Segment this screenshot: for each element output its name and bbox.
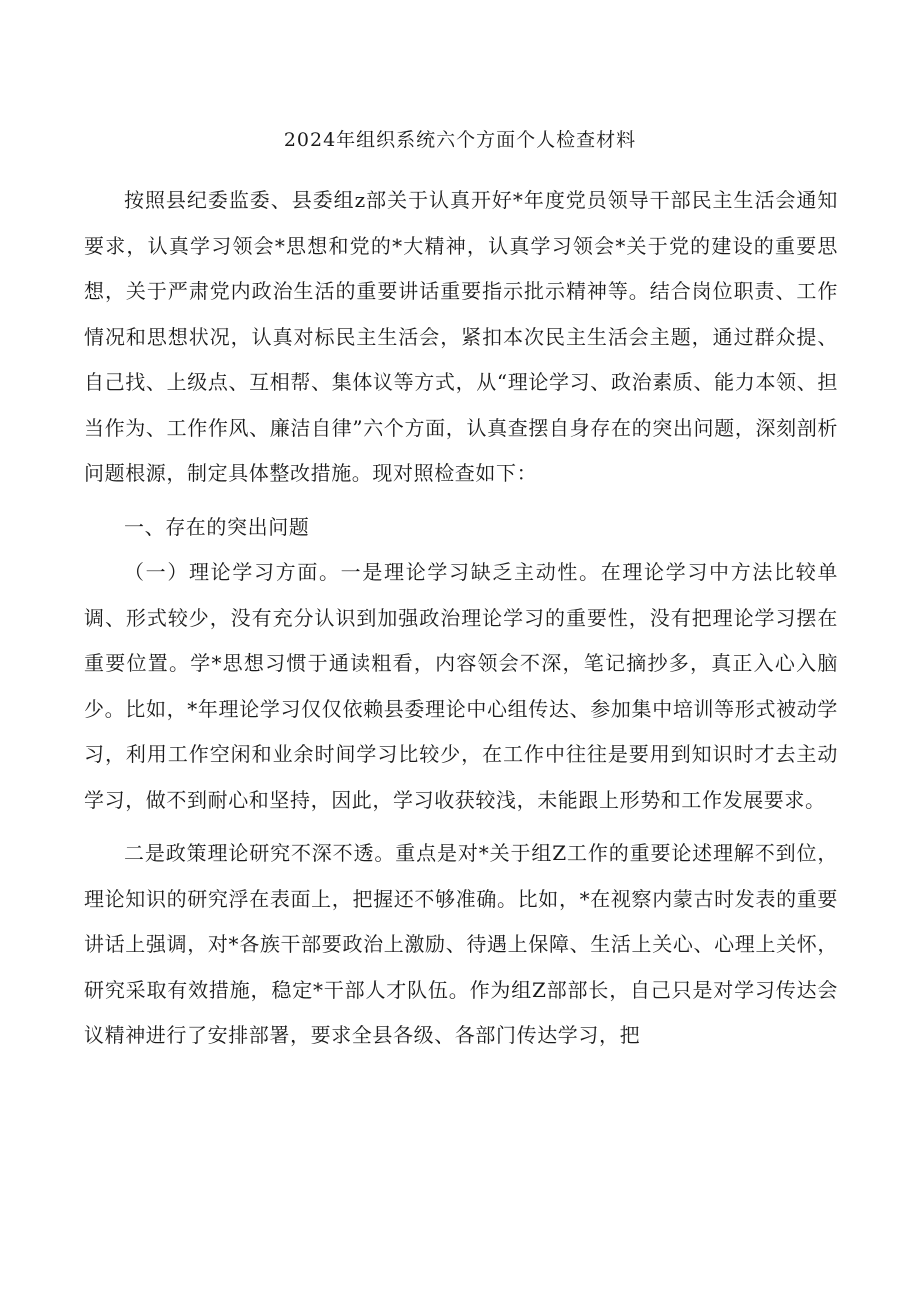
intro-paragraph: 按照县纪委监委、县委组z部关于认真开好*年度党员领导干部民主生活会通知要求，认真学习领会*思想和党的*大精神，认真学习领会*关于党的建设的重要思想，关于严肃党内政治生活的重要讲话重要指示批示精神等。结合岗位职责、工作情况和思想状况，认真对标民主生活会，紧扣本次民主生活会主题，通过群众提、自己找、上级点、互相帮、集体议等方式，从“理论学习、政治素质、能力本领、担当作为、工作作风、廉洁自律”六个方面，认真查摆自身存在的突出问题，深刻剖析问题根源，制定具体整改措施。现对照检查如下： bbox=[84, 188, 838, 485]
section-heading: 一、存在的突出问题 bbox=[124, 514, 310, 539]
theory-study-paragraph: （一）理论学习方面。一是理论学习缺乏主动性。在理论学习中方法比较单调、形式较少，没有充分认识到加强政治理论学习的重要性，没有把理论学习摆在重要位置。学*思想习惯于通读粗看，内容领会不深，笔记摘抄多，真正入心入脑少。比如，*年理论学习仅仅依赖县委理论中心组传达、参加集中培训等形式被动学习，利用工作空闲和业余时间学习比较少，在工作中往往是要用到知识时才去主动学习，做不到耐心和坚持，因此，学习收获较浅，未能跟上形势和工作发展要求。 bbox=[84, 560, 838, 812]
policy-research-paragraph: 二是政策理论研究不深不透。重点是对*关于组Z工作的重要论述理解不到位，理论知识的研究浮在表面上，把握还不够准确。比如，*在视察内蒙古时发表的重要讲话上强调，对*各族干部要政治上激励、待遇上保障、生活上关心、心理上关怀，研究采取有效措施，稳定*干部人才队伍。作为组Z部部长，自己只是对学习传达会议精神进行了安排部署，要求全县各级、各部门传达学习，把 bbox=[84, 841, 838, 1047]
document-body bbox=[84, 178, 838, 1059]
document-title: 2024年组织系统六个方面个人检查材料 bbox=[283, 129, 637, 151]
